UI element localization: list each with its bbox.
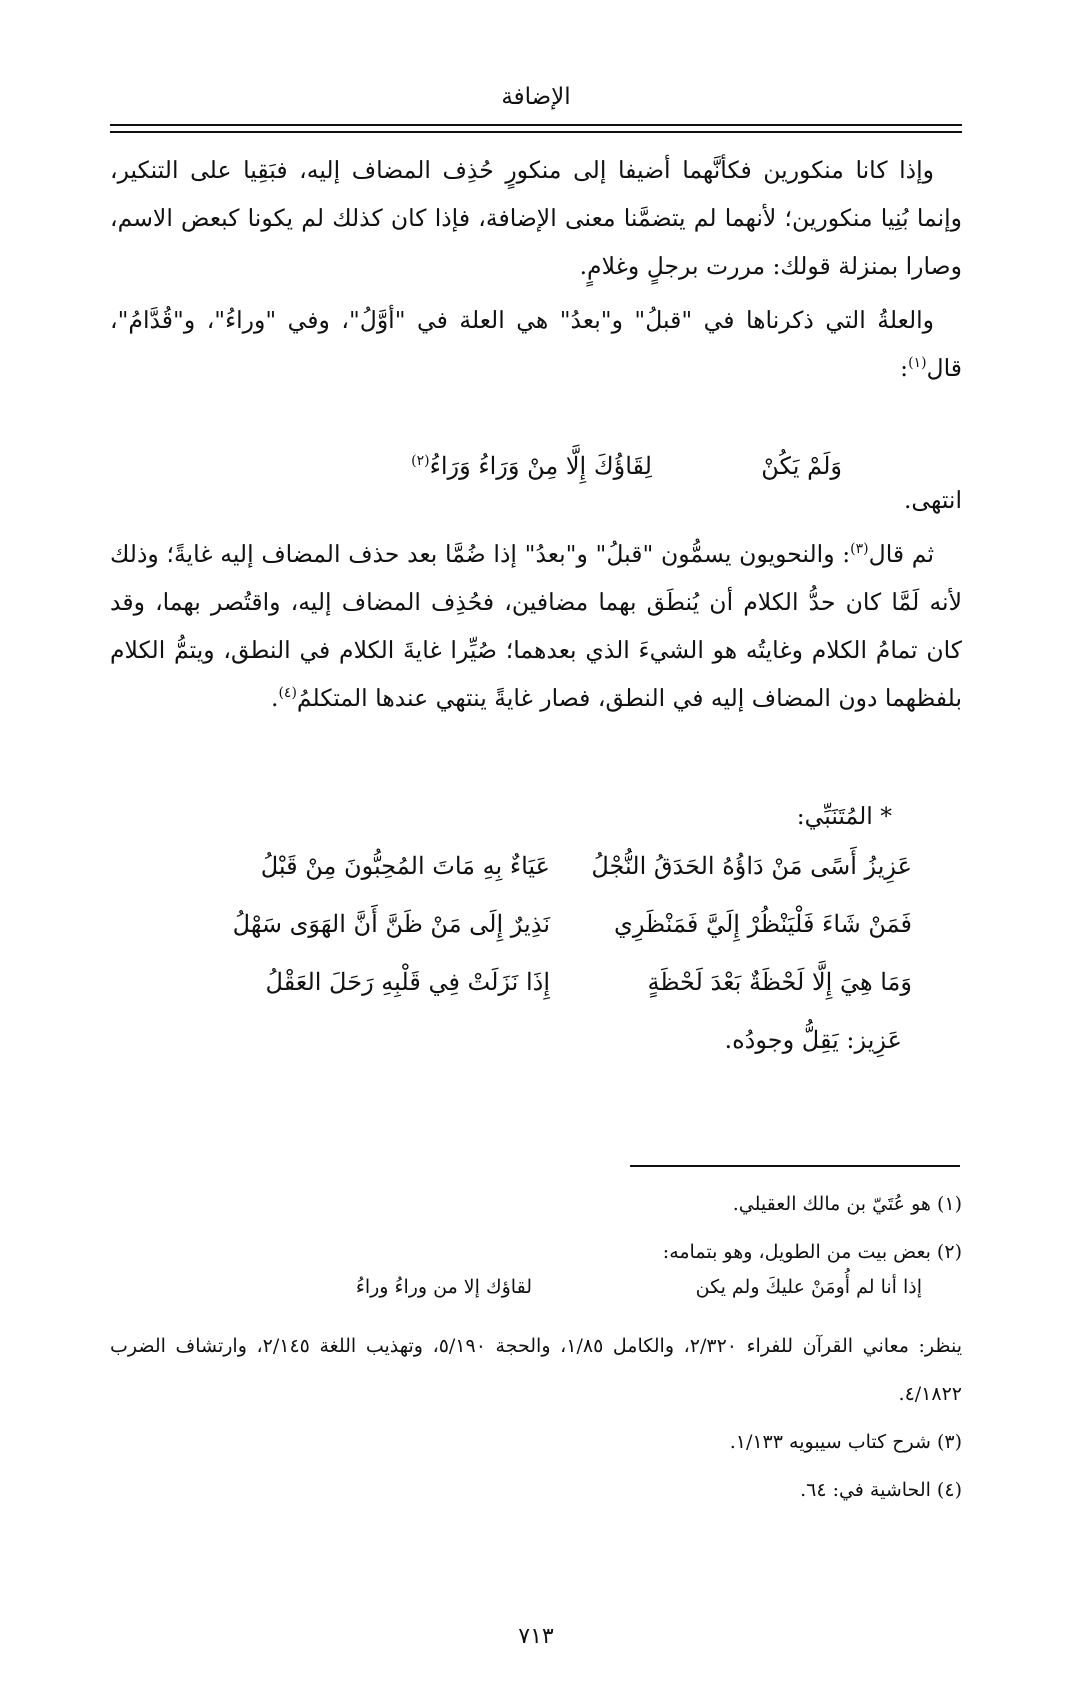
- footnote-ref-2: (٢): [411, 453, 430, 469]
- paragraph-4-start: ثم قال: [868, 540, 934, 568]
- footnotes: [110, 1180, 962, 1514]
- poem-hemistich-left: عَيَاءٌ بِهِ مَاتَ المُحِبُّونَ مِنْ قَبْلُ: [260, 852, 550, 880]
- paragraph-2-text: والعلةُ التي ذكرناها في "قبلُ" و"بعدُ" هي العلة في "أوَّلُ"، وفي "وراءُ"، و"قُدَّامُ"، قال: [110, 306, 962, 382]
- header-rule-top: [110, 124, 962, 126]
- poem-line: [110, 852, 962, 910]
- main-text-block: [110, 146, 962, 392]
- footnote-4: (٤) الحاشية في: ٦٤.: [800, 1479, 962, 1501]
- footnote-3: (٣) شرح كتاب سيبويه ١/١٣٣.: [729, 1431, 962, 1453]
- poem-hemistich-left: إِذَا نَزَلَتْ فِي قَلْبِهِ رَحَلَ العَقْلُ: [265, 968, 550, 996]
- footnote-ref-3: (٣): [850, 541, 869, 558]
- poem: [110, 852, 962, 1084]
- footnote-separator: [630, 1165, 960, 1167]
- paragraph-1: وإذا كانا منكورين فكأنَّهما أضيفا إلى منكورٍ حُذِف المضاف إليه، فبَقِيا على التنكير، وإنما بُنِيا منكورين؛ لأنهما لم يتضمَّنا معنى الإضافة، فإذا كان كذلك لم يكونا كبعض الاسم، وصارا بمنزلة قولك: مررت برجلٍ وغلامٍ.: [110, 156, 962, 280]
- footnote-2-verse: [110, 1276, 962, 1322]
- poem-gloss: عَزِيز: يَقِلُّ وجودُه.: [724, 1026, 902, 1054]
- header-rule-bottom: [110, 131, 962, 133]
- poem-hemistich-right: عَزِيزُ أَسًى مَنْ دَاؤُهُ الحَدَقُ النُّجْلُ: [591, 852, 912, 880]
- poem-line: [110, 910, 962, 968]
- running-header: الإضافة: [501, 84, 571, 110]
- page-number: ٧١٣: [518, 1624, 554, 1649]
- footnote-ref-1: (١): [908, 355, 927, 372]
- footnote-ref-4: (٤): [278, 685, 297, 702]
- footnote-verse-second: لقاؤك إلا من وراءُ وراءُ: [355, 1276, 532, 1298]
- poem-line: [110, 968, 962, 1026]
- footnote-2-references: ينظر: معاني القرآن للفراء ٢/٣٢٠، والكامل ١/٨٥، والحجة ٥/١٩٠، وتهذيب اللغة ٢/١٤٥، وارتشاف الضرب ٤/١٨٢٢.: [110, 1335, 962, 1405]
- paragraph-4: [110, 530, 962, 722]
- poem-hemistich-right: فَمَنْ شَاءَ فَلْيَنْظُرْ إِلَيَّ فَمَنْظَرِي: [614, 910, 912, 938]
- poet-name: * المُتَنَبِّي:: [796, 802, 892, 830]
- paragraph-3: انتهى.: [903, 486, 962, 514]
- poet-heading-block: [110, 792, 962, 840]
- verse-hemistich-second-text: لِقَاؤُكَ إِلَّا مِنْ وَرَاءُ وَرَاءُ: [429, 452, 652, 480]
- poem-hemistich-right: وَمَا هِيَ إِلَّا لَحْظَةٌ بَعْدَ لَحْظَةٍ: [647, 968, 912, 996]
- poem-hemistich-left: نَذِيرٌ إِلَى مَنْ ظَنَّ أَنَّ الهَوَى سَهْلُ: [232, 910, 550, 938]
- footnote-2: (٢) بعض بيت من الطويل، وهو بتمامه:: [662, 1241, 962, 1263]
- paragraph-2: [110, 296, 962, 392]
- paragraph-4-text: : والنحويون يسمُّون "قبلُ" و"بعدُ" إذا ضُمَّا بعد حذف المضاف إليه غايةً؛ وذلك لأنه لَمَّا كان حدُّ الكلام أن يُنطَق بهما مضافين، فحُذِف المضاف إليه، واقتُصر بهما، وقد كان تمامُ الكلام وغايتُه هو الشيءَ الذي بعدهما؛ صُيِّرا غايةَ الكلام في النطق، ويتمُّ الكلام بلفظهما دون المضاف إليه في النطق، فصار غايةً ينتهي عندها المتكلمُ: [110, 540, 962, 712]
- paragraph-4-end: .: [270, 684, 279, 712]
- main-text-block-2: [110, 476, 962, 722]
- verse-hemistich-first: وَلَمْ يَكُنْ: [761, 452, 842, 480]
- paragraph-2-end: :: [900, 354, 909, 382]
- footnote-verse-first: إذا أنا لم أُومَنْ عليكَ ولم يكن: [695, 1276, 922, 1298]
- poem-gloss-line: [110, 1026, 962, 1084]
- footnote-1: (١) هو عُتَيّ بن مالك العقيلي.: [732, 1193, 962, 1215]
